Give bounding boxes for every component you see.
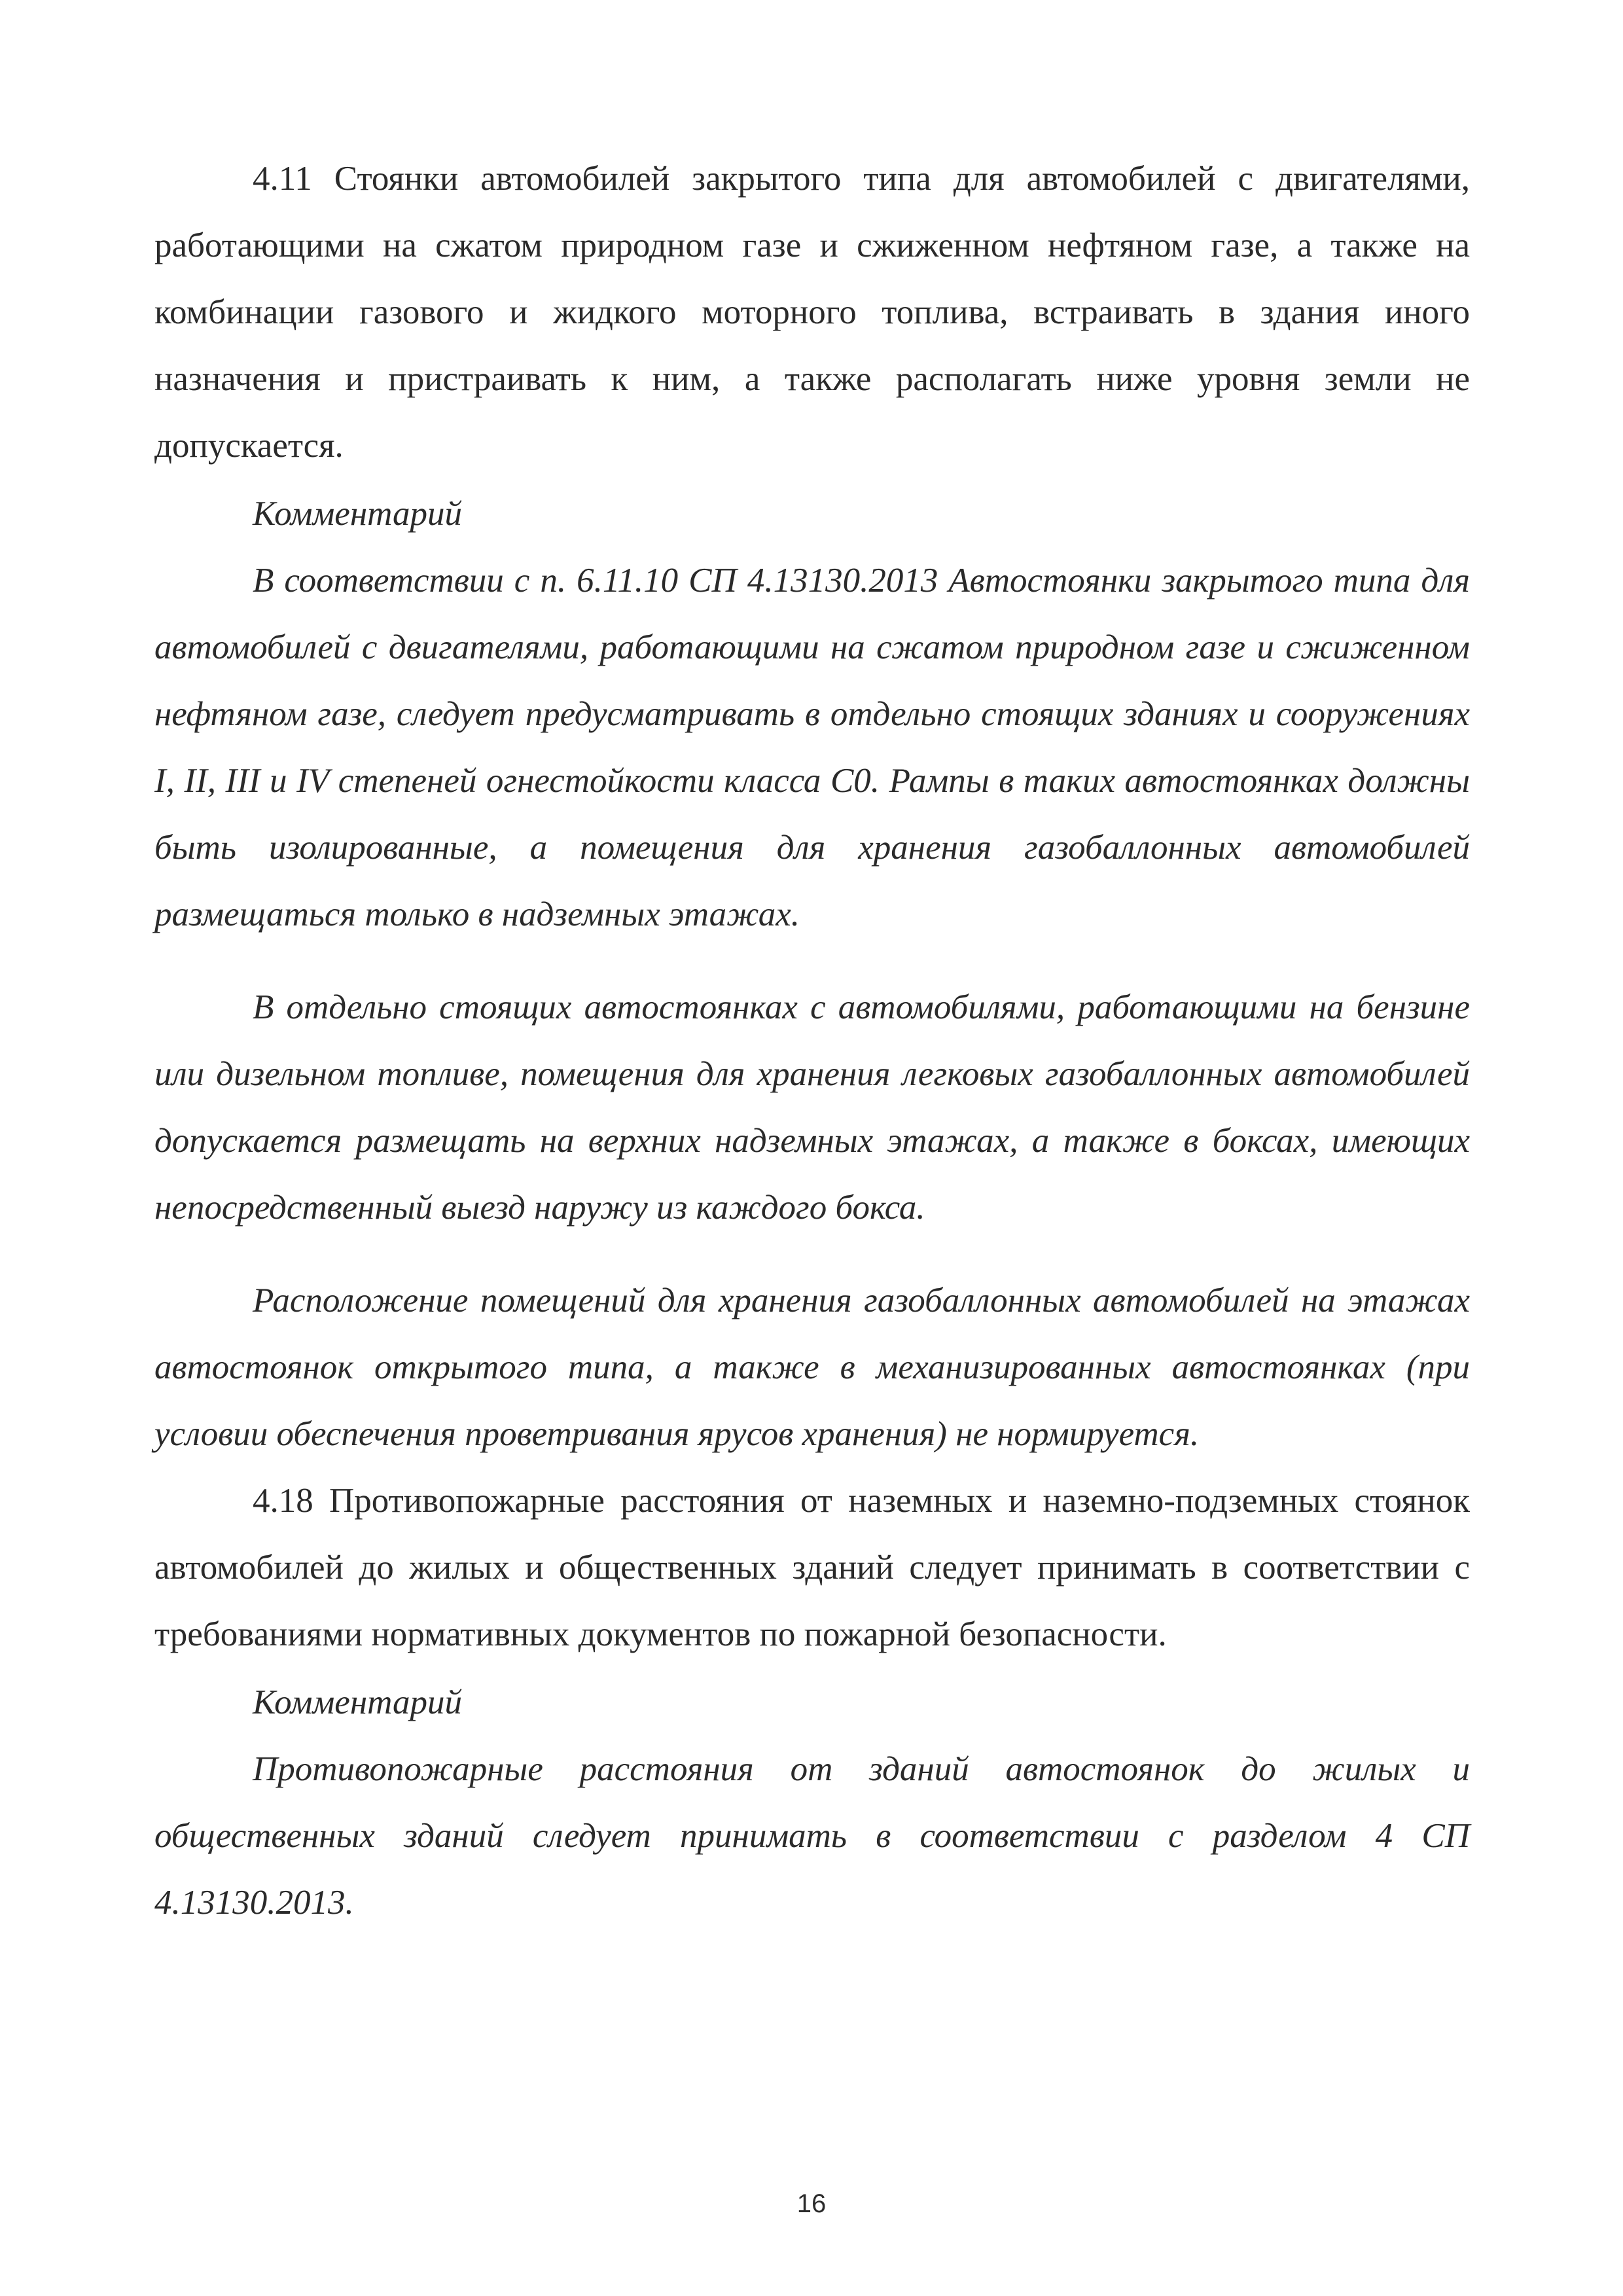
page-content bbox=[154, 145, 1470, 1936]
page-number: 16 bbox=[796, 2189, 827, 2218]
comment-heading: Комментарий bbox=[253, 495, 463, 533]
comment-paragraph: Противопожарные расстояния от зданий автостоянок до жилых и общественных зданий следует принимать в соответствии с разделом 4 СП 4.13130.2013. bbox=[154, 1750, 1470, 1922]
comment-paragraph: Расположение помещений для хранения газобаллонных автомобилей на этажах автостоянок открытого типа, а также в механизированных автостоянках (при условии обеспечения проветривания ярусов хранения) не нормируется. bbox=[154, 1282, 1470, 1453]
section-4-18-paragraph: 4.18 Противопожарные расстояния от наземных и наземно-подземных стоянок автомобилей до жилых и общественных зданий следует принимать в соответствии с требованиями нормативных документов по пожарной безопасности. bbox=[154, 1482, 1470, 1653]
comment-paragraph: В соответствии с п. 6.11.10 СП 4.13130.2013 Автостоянки закрытого типа для автомобилей с двигателями, работающими на сжатом природном газе и сжиженном нефтяном газе, следует предусматривать в отдельно стоящих зданиях и сооружениях I, II, III и IV степеней огнестойкости класса С0. Рампы в таких автостоянках должны быть изолированные, а помещения для хранения газобаллонных автомобилей размещаться только в надземных этажах. bbox=[154, 562, 1470, 933]
comment-paragraph: В отдельно стоящих автостоянках с автомобилями, работающими на бензине или дизельном топливе, помещения для хранения легковых газобаллонных автомобилей допускается размещать на верхних надземных этажах, а также в боксах, имеющих непосредственный выезд наружу из каждого бокса. bbox=[154, 988, 1470, 1227]
comment-heading: Комментарий bbox=[253, 1683, 463, 1721]
section-4-11-paragraph: 4.11 Стоянки автомобилей закрытого типа для автомобилей с двигателями, работающими на сжатом природном газе и сжиженном нефтяном газе, а также на комбинации газового и жидкого моторного топлива, встраивать в здания иного назначения и пристраивать к ним, а также располагать ниже уровня земли не допускается. bbox=[154, 160, 1470, 465]
